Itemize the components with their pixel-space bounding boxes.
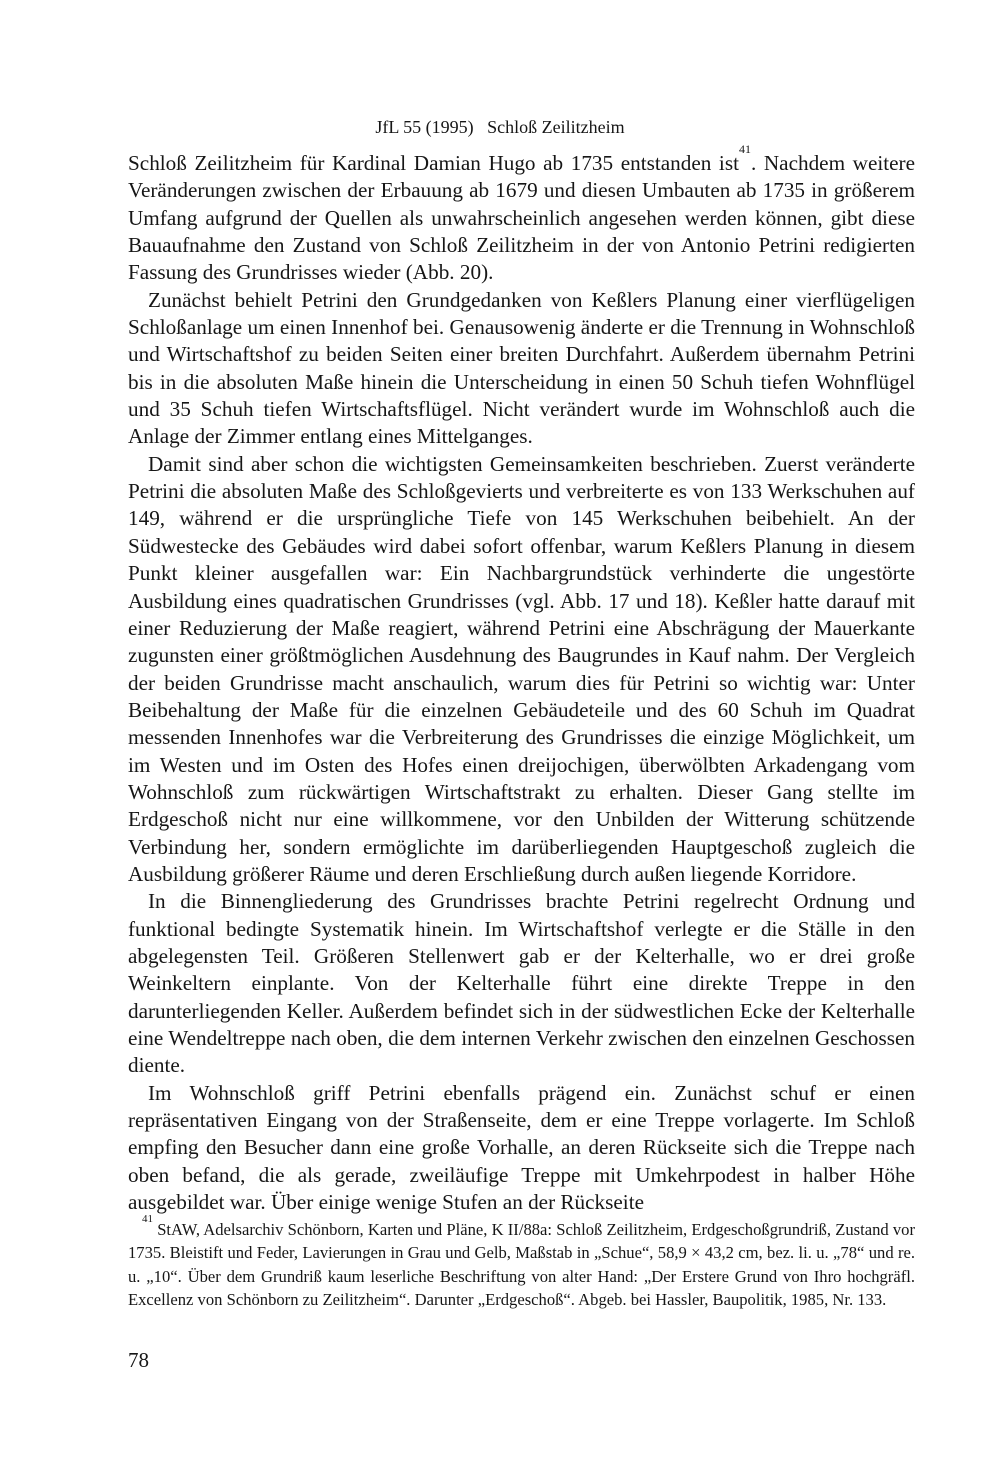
footnote-text: StAW, Adelsarchiv Schönborn, Karten und Pläne, K II/88a: Schloß Zeilitzheim, Erdgeschoßgrundriß, Zustand vor 1735. Bleistift und Feder, Lavierungen in Grau und Gelb, Maßstab in „Schue“, 58,9 × 43,2 cm, bez. li. u. „78“ und re. u. „10“. Über dem Grundriß kaum leserliche Beschriftung von alter Hand: „Der Erstere Grund von Ihro hochgräfl. Excellenz von Schönborn zu Zeilitzheim“. Darunter „Erdgeschoß“. Abgeb. bei Hassler, Baupolitik, 1985, Nr. 133. xyxy=(128,1220,915,1310)
body-text xyxy=(128,142,916,1216)
paragraph xyxy=(128,142,916,287)
paragraph-text: Schloß Zeilitzheim für Kardinal Damian Hugo ab 1735 entstanden ist xyxy=(128,151,739,175)
footnote-number: 41 xyxy=(142,1213,153,1225)
paragraph: Damit sind aber schon die wichtigsten Gemeinsamkeiten beschrieben. Zuerst veränderte Petrini die absoluten Maße des Schloßgevierts und verbreiterte es von 133 Werkschuhen auf 149, während er die ursprüngliche Tiefe von 145 Werkschuhen beibehielt. An der Südwestecke des Gebäudes wird dabei sofort offenbar, warum Keßlers Planung in diesem Punkt kleiner ausgefallen war: Ein Nachbargrundstück verhinderte die ungestörte Ausbildung eines quadratischen Grundrisses (vgl. Abb. 17 und 18). Keßler hatte darauf mit einer Reduzierung der Maße reagiert, während Petrini eine Abschrägung der Mauerkante zugunsten einer größtmöglichen Ausdehnung des Baugrundes in Kauf nahm. Der Vergleich der beiden Grundrisse macht anschaulich, warum dies für Petrini so wichtig war: Unter Beibehaltung der Maße für die einzelnen Gebäudeteile und des 60 Schuh im Quadrat messenden Innenhofes war die Verbreiterung des Grundrisses die einzige Möglichkeit, um im Westen und im Osten des Hofes einen dreijochigen, überwölbten Arkadengang vom Wohnschloß zum rückwärtigen Wirtschaftstrakt zu erhalten. Dieser Gang stellte im Erdgeschoß nicht nur eine willkommene, vor den Unbilden der Witterung schützende Verbindung her, sondern ermöglichte im darüberliegenden Hauptgeschoß zugleich die Ausbildung größerer Räume und deren Erschließung durch außen liegende Korridore. xyxy=(128,451,915,886)
paragraph: Im Wohnschloß griff Petrini ebenfalls prägend ein. Zunächst schuf er einen repräsentativen Eingang von der Straßenseite, dem er eine Treppe vorlagerte. Im Schloß empfing den Besucher dann eine große Vorhalle, an deren Rückseite sich die Treppe nach oben befand, die als gerade, zweiläufige Treppe mit Umkehrpodest in halber Höhe ausgebildet war. Über einige wenige Stufen an der Rückseite xyxy=(128,1080,915,1215)
footnote-reference[interactable]: 41 xyxy=(738,142,751,156)
footnote xyxy=(128,1213,915,1312)
running-header: JfL 55 (1995) Schloß Zeilitzheim xyxy=(375,117,625,137)
paragraph: Zunächst behielt Petrini den Grundgedanken von Keßlers Planung einer vierflügeligen Schloßanlage um einen Innenhof bei. Genausowenig änderte er die Trennung in Wohnschloß und Wirtschaftshof zu beiden Seiten einer breiten Durchfahrt. Außerdem übernahm Petrini bis in die absoluten Maße hinein die Unterscheidung in einen 50 Schuh tiefen Wohnflügel und 35 Schuh tiefen Wirtschaftsflügel. Nicht verändert wurde im Wohnschloß auch die Anlage der Zimmer entlang eines Mittelganges. xyxy=(128,287,915,449)
paragraph: In die Binnengliederung des Grundrisses brachte Petrini regelrecht Ordnung und funktional bedingte Systematik hinein. Im Wirtschaftshof verlegte er die Ställe in den abgelegensten Teil. Größeren Stellenwert gab er der Kelterhalle, wo er drei große Weinkeltern einplante. Von der Kelterhalle führt eine direkte Treppe in den darunterliegenden Keller. Außerdem befindet sich in der südwestlichen Ecke der Kelterhalle eine Wendeltreppe nach oben, die dem internen Verkehr zwischen den einzelnen Geschossen diente. xyxy=(128,889,915,1078)
paragraph-text: . Nachdem weitere Veränderungen zwischen der Erbauung ab 1679 und diesen Umbauten ab 1735 in größerem Umfang aufgrund der Quellen als unwahrscheinlich angesehen werden können, gibt diese Bauaufnahme den Zustand von Schloß Zeilitzheim in der von Antonio Petrini redigierten Fassung des Grundrisses wieder (Abb. 20). xyxy=(128,151,916,285)
page-number: 78 xyxy=(128,1348,149,1372)
